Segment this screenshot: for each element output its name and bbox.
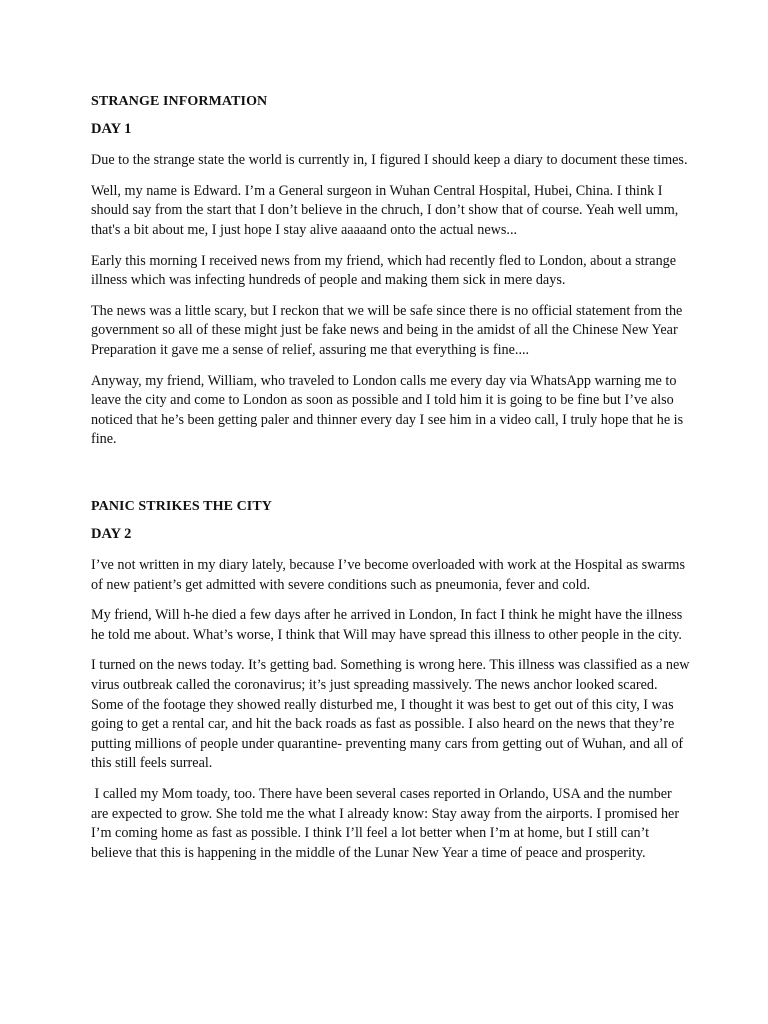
section-heading-panic-strikes-the-city: PANIC STRIKES THE CITY (91, 498, 273, 514)
section-spacer (91, 461, 691, 497)
day-1-label: DAY 1 (91, 120, 132, 137)
paragraph: Anyway, my friend, William, who traveled to London calls me every day via WhatsApp warning me to leave the city and come to London as soon as possible and I told him it is going to be fine but I’ve also noticed that he’s been getting paler and thinner every day I see him in a video call, I truly hope that he is fine. (91, 372, 684, 448)
paragraph: Due to the strange state the world is currently in, I figured I should keep a diary to document these times. (91, 152, 688, 169)
day-2-label: DAY 2 (91, 525, 132, 542)
paragraph: Well, my name is Edward. I’m a General surgeon in Wuhan Central Hospital, Hubei, China. I think I should say from the start that I don’t believe in the chruch, I don’t show that of course. Yeah well umm, that's a bit about me, I just hope I stay alive aaaaand onto the actual news... (91, 182, 679, 238)
document-body (91, 92, 691, 874)
section-heading-strange-information: STRANGE INFORMATION (91, 94, 268, 109)
paragraph: The news was a little scary, but I reckon that we will be safe since there is no official statement from the government so all of these might just be fake news and being in the amidst of all the Chinese New Year Preparation it gave me a sense of relief, assuring me that everything is fine.... (91, 302, 683, 358)
paragraph: Early this morning I received news from my friend, which had recently fled to London, about a strange illness which was infecting hundreds of people and making them sick in mere days. (91, 252, 677, 289)
paragraph: I turned on the news today. It’s getting bad. Something is wrong here. This illness was classified as a new virus outbreak called the coronavirus; it’s just spreading massively. The news anchor looked scared. Some of the footage they showed really disturbed me, I thought it was best to get out of this city, I was going to get a rental car, and hit the back roads as fast as possible. I also heard on the news that they’re putting millions of people under quarantine- preventing many cars from getting out of Wuhan, and all of this still feels surreal. (91, 657, 690, 772)
paragraph: I called my Mom toady, too. There have been several cases reported in Orlando, USA and the number are expected to grow. She told me the what I already know: Stay away from the airports. I promised her I’m coming home as fast as possible. I think I’ll feel a lot better when I’m at home, but I still can’t believe that this is happening in the middle of the Lunar New Year a time of peace and prosperity. (91, 786, 683, 861)
paragraph: My friend, Will h-he died a few days after he arrived in London, In fact I think he might have the illness he told me about. What’s worse, I think that Will may have spread this illness to other people in the city. (91, 607, 683, 643)
paragraph: I’ve not written in my diary lately, because I’ve become overloaded with work at the Hospital as swarms of new patient’s get admitted with severe conditions such as pneumonia, fever and cold. (91, 557, 685, 593)
